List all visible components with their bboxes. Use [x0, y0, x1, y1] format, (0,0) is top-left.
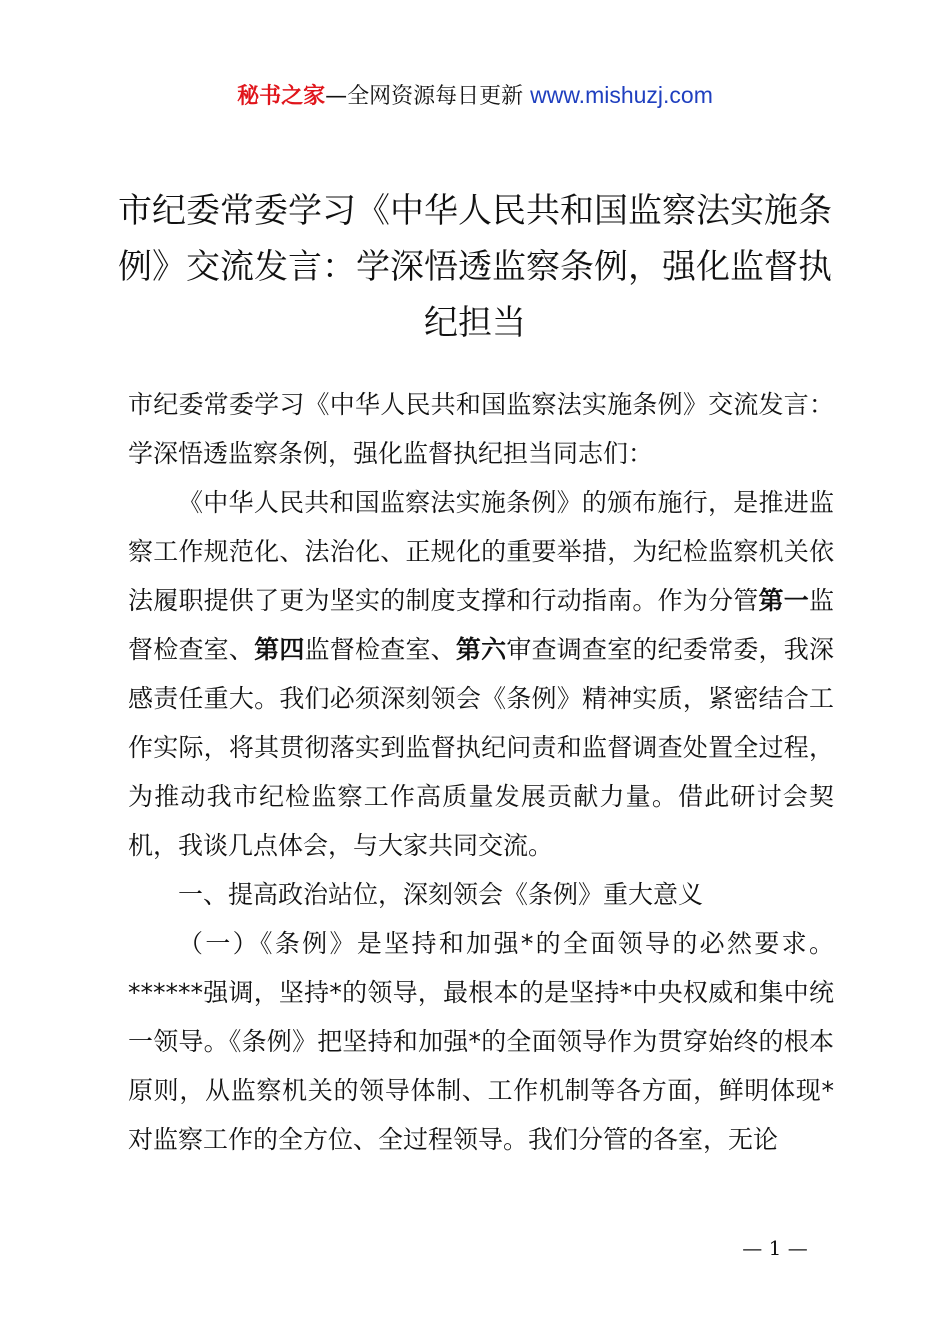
paragraph-text: 审查调查室的纪委常委，我深感责任重大。我们必须深刻领会《条例》精神实质，紧密结合工作实际，将其贯彻落实到监督执纪问责和监督调查处置全过程，为推动我市纪检监察工作高质量发展贡献力量。借此研讨会契机，我谈几点体会，与大家共同交流。	[128, 635, 834, 860]
section-heading-1: 一、提高政治站位，深刻领会《条例》重大意义	[178, 880, 704, 909]
paragraph-text: 监督检查室、	[304, 635, 456, 664]
document-body	[128, 380, 834, 1164]
site-brand: 秘书之家	[237, 84, 326, 109]
body-paragraph-2: （一）《条例》是坚持和加强*的全面领导的必然要求。******强调，坚持*的领导，最根本的是坚持*中央权威和集中统一领导。《条例》把坚持和加强*的全面领导作为贯穿始终的根本原则，从监察机关的领导体制、工作机制等各方面，鲜明体现*对监察工作的全方位、全过程领导。我们分管的各室，无论	[128, 929, 834, 1154]
bold-text: 第四	[254, 635, 305, 664]
bold-text: 第六	[455, 635, 507, 664]
paragraph-text: 监督检查室、	[128, 586, 834, 664]
site-slogan: —全网资源每日更新	[325, 84, 531, 109]
bold-text: 第一	[758, 586, 809, 615]
paragraph-text: 《中华人民共和国监察法实施条例》的颁布施行，是推进监察工作规范化、法治化、正规化的重要举措，为纪检监察机关依法履职提供了更为坚实的制度支撑和行动指南。作为分管	[128, 488, 834, 615]
body-paragraph-1	[128, 478, 834, 870]
page-number: — 1 —	[742, 1236, 808, 1260]
site-url-link[interactable]: www.mishuzj.com	[530, 82, 713, 108]
intro-paragraph: 市纪委常委学习《中华人民共和国监察法实施条例》交流发言：学深悟透监察条例，强化监督执纪担当同志们：	[128, 390, 834, 468]
site-header	[0, 78, 950, 114]
document-title: 市纪委常委学习《中华人民共和国监察法实施条例》交流发言：学深悟透监察条例，强化监督执纪担当	[118, 191, 832, 343]
